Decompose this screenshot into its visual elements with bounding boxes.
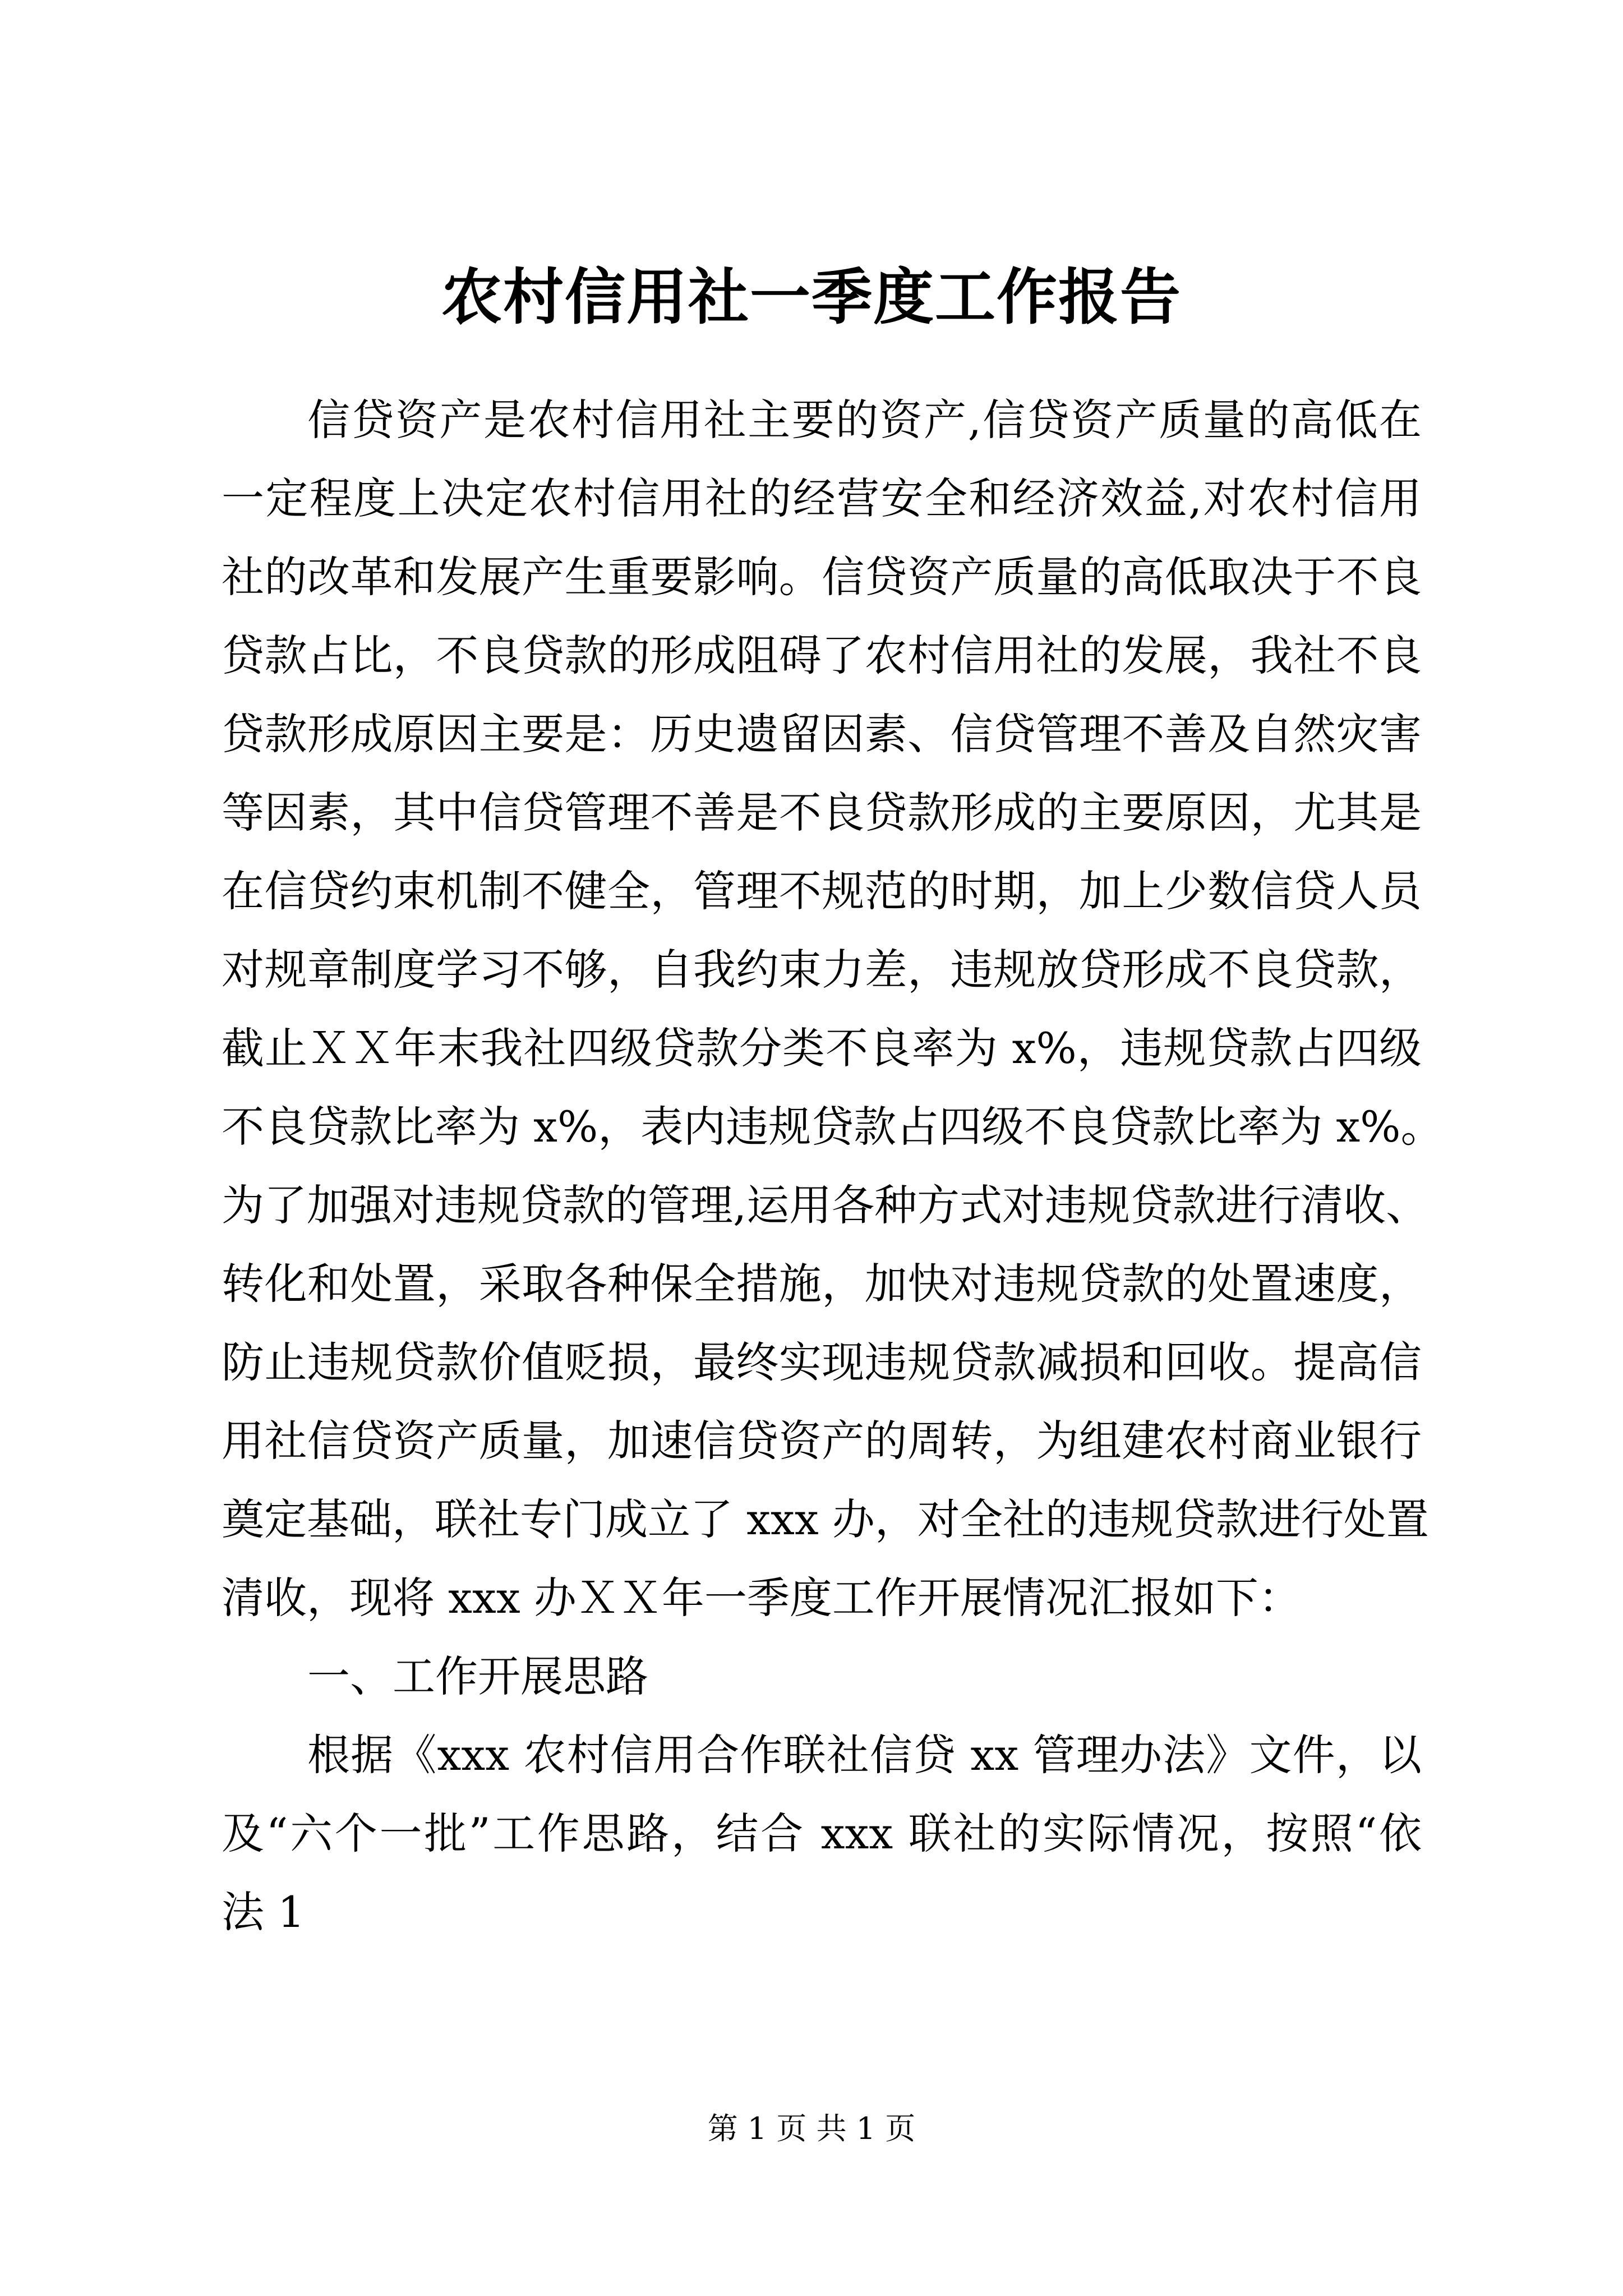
- body-line-7: 在信贷约束机制不健全，管理不规范的时期，加上少数信贷人员: [222, 866, 1422, 916]
- body-line-19: 法 1: [222, 1887, 305, 1937]
- body-line-2: 一定程度上决定农村信用社的经营安全和经济效益,对农村信用: [222, 473, 1422, 523]
- body-line-4: 贷款占比，不良贷款的形成阻碍了农村信用社的发展，我社不良: [222, 631, 1422, 680]
- body-line-14: 用社信贷资产质量，加速信贷资产的周转，为组建农村商业银行: [222, 1416, 1422, 1466]
- body-line-8: 对规章制度学习不够，自我约束力差，违规放贷形成不良贷款，: [222, 945, 1422, 995]
- body-line-6: 等因素，其中信贷管理不善是不良贷款形成的主要原因，尤其是: [222, 788, 1422, 838]
- section-heading: 一、工作开展思路: [307, 1651, 648, 1701]
- body-line-9: 截止ＸＸ年末我社四级贷款分类不良率为 x%，违规贷款占四级: [222, 1023, 1422, 1073]
- body-line-18: 及“六个一批”工作思路，结合 xxx 联社的实际情况，按照“依: [222, 1809, 1422, 1858]
- body-line-15: 奠定基础，联社专门成立了 xxx 办，对全社的违规贷款进行处置: [222, 1494, 1429, 1544]
- document-title: 农村信用社一季度工作报告: [441, 262, 1182, 333]
- body-line-11: 为了加强对违规贷款的管理,运用各种方式对违规贷款进行清收、: [222, 1180, 1429, 1230]
- body-line-13: 防止违规贷款价值贬损，最终实现违规贷款减损和回收。提高信: [222, 1337, 1422, 1387]
- body-line-17: 根据《xxx 农村信用合作联社信贷 xx 管理办法》文件，以: [307, 1730, 1422, 1780]
- body-line-1: 信贷资产是农村信用社主要的资产,信贷资产质量的高低在: [307, 395, 1422, 445]
- body-line-10: 不良贷款比率为 x%，表内违规贷款占四级不良贷款比率为 x%。: [222, 1102, 1444, 1152]
- body-line-3: 社的改革和发展产生重要影响。信贷资产质量的高低取决于不良: [222, 552, 1422, 602]
- body-line-12: 转化和处置，采取各种保全措施，加快对违规贷款的处置速度，: [222, 1259, 1422, 1309]
- page-footer: 第 1 页 共 1 页: [707, 2111, 916, 2146]
- body-line-5: 贷款形成原因主要是：历史遗留因素、信贷管理不善及自然灾害: [222, 709, 1422, 759]
- body-line-16: 清收，现将 xxx 办ＸＸ年一季度工作开展情况汇报如下：: [222, 1573, 1301, 1623]
